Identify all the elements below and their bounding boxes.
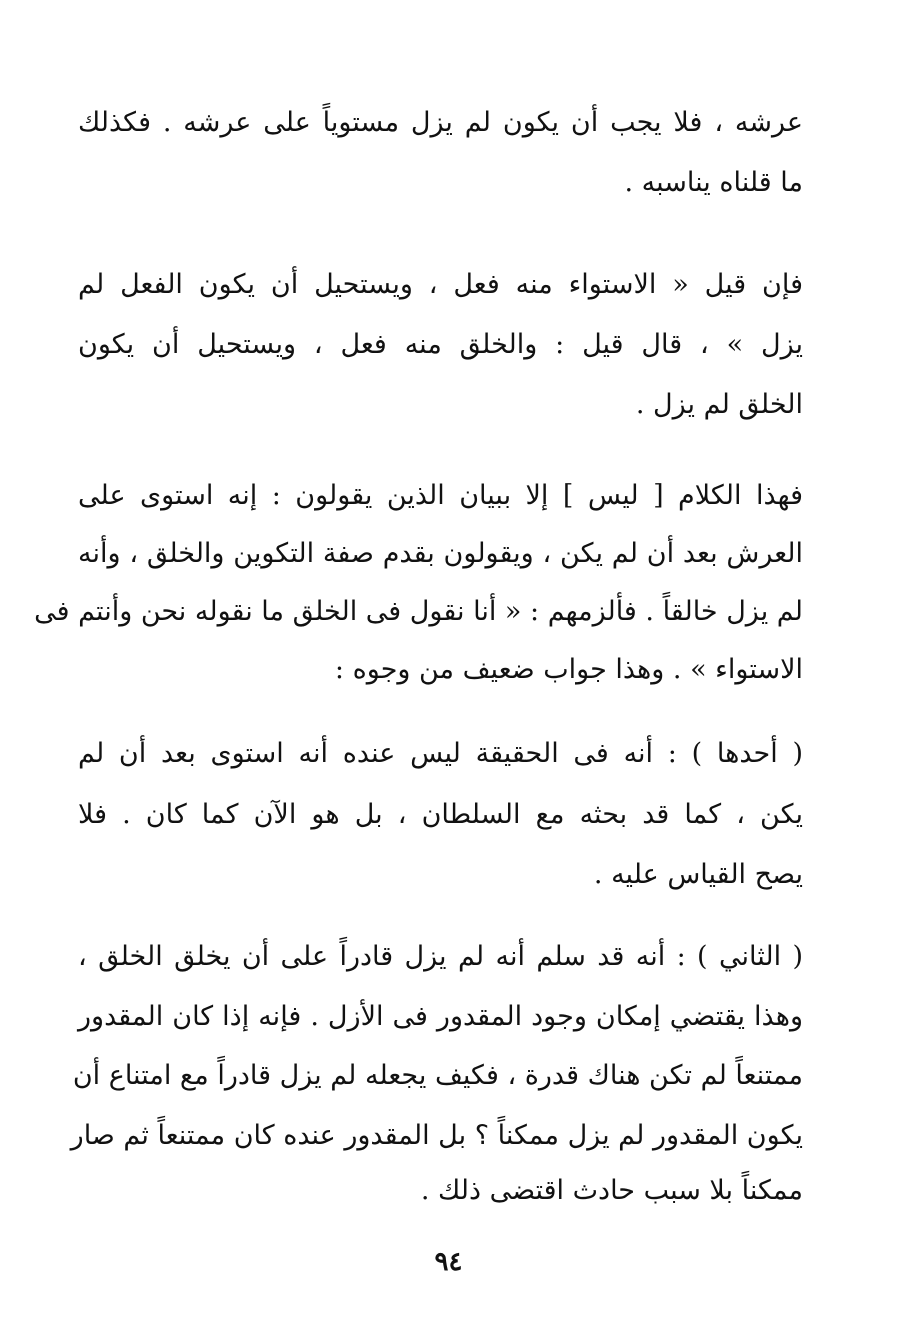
text-line: وهذا يقتضي إمكان وجود المقدور فى الأزل . فإنه إذا كان المقدور (78, 1001, 803, 1032)
text-line: يكن ، كما قد بحثه مع السلطان ، بل هو الآن كما كان . فلا (78, 799, 803, 830)
text-line: يكون المقدور لم يزل ممكناً ؟ بل المقدور عنده كان ممتنعاً ثم صار (70, 1120, 803, 1151)
page-number: ٩٤ (434, 1247, 463, 1277)
text-line: ممكناً بلا سبب حادث اقتضى ذلك . (420, 1175, 803, 1206)
text-line: ( الثاني ) : أنه قد سلم أنه لم يزل قادراً على أن يخلق الخلق ، (78, 941, 803, 972)
text-line: ممتنعاً لم تكن هناك قدرة ، فكيف يجعله لم يزل قادراً مع امتناع أن (72, 1060, 803, 1091)
text-line: يزل » ، قال قيل : والخلق منه فعل ، ويستحيل أن يكون (78, 329, 803, 360)
text-line: عرشه ، فلا يجب أن يكون لم يزل مستوياً على عرشه . فكذلك (78, 107, 803, 138)
text-line: يصح القياس عليه . (593, 859, 803, 890)
text-line: الخلق لم يزل . (635, 389, 803, 420)
text-line: ما قلناه يناسبه . (624, 167, 803, 198)
text-line: الاستواء » . وهذا جواب ضعيف من وجوه : (334, 654, 803, 685)
text-line: العرش بعد أن لم يكن ، ويقولون بقدم صفة التكوين والخلق ، وأنه (78, 538, 803, 569)
text-line: فهذا الكلام [ ليس ] إلا ببيان الذين يقولون : إنه استوى على (78, 480, 803, 511)
text-line: فإن قيل « الاستواء منه فعل ، ويستحيل أن يكون الفعل لم (78, 269, 803, 300)
text-line: لم يزل خالقاً . فألزمهم : « أنا نقول فى الخلق ما نقوله نحن وأنتم فى (34, 596, 803, 627)
text-line: ( أحدها ) : أنه فى الحقيقة ليس عنده أنه استوى بعد أن لم (78, 738, 803, 769)
